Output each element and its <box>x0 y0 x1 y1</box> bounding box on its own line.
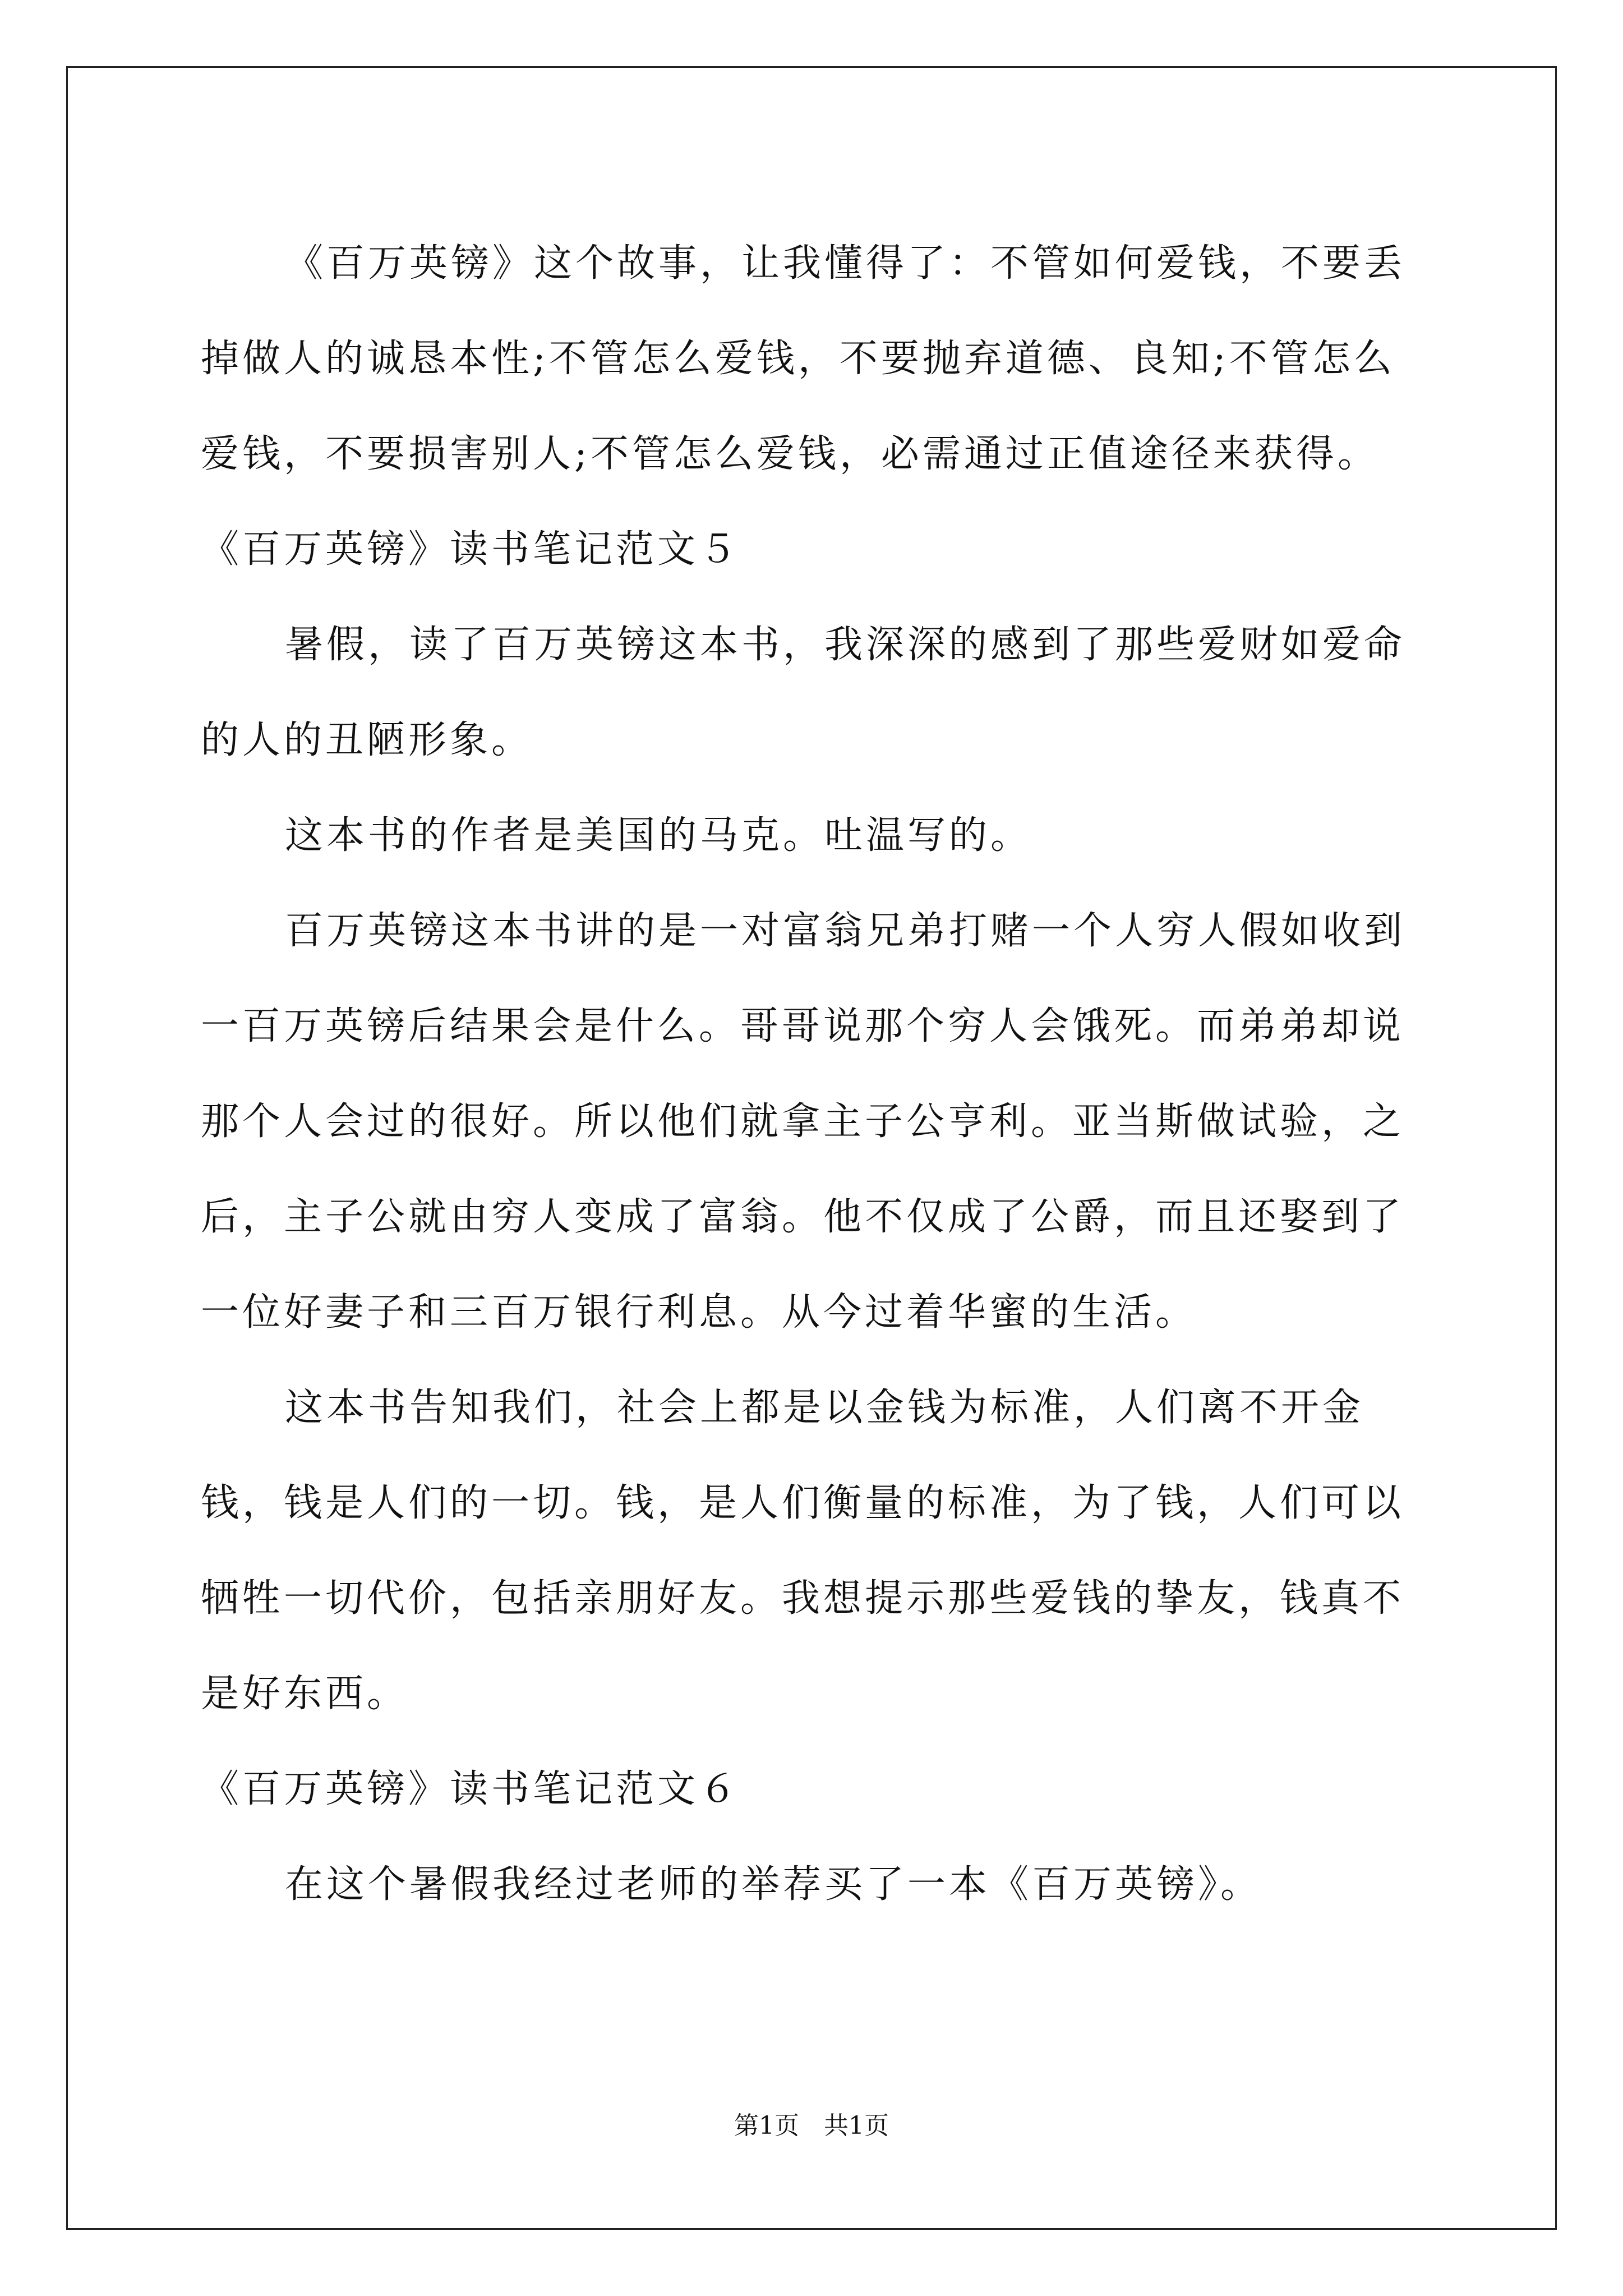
section-heading: 《百万英镑》读书笔记范文５ <box>201 527 741 572</box>
paragraph: 这本书的作者是美国的马克。吐温写的。 <box>285 813 1032 858</box>
paragraph: 这本书告知我们，社会上都是以金钱为标准，人们离不开金钱，钱是人们的一切。钱，是人们衡量的标准，为了钱，人们可以牺牲一切代价，包括亲朋好友。我想提示那些爱钱的挚友，钱真不是好东西。 <box>201 1386 1405 1716</box>
paragraph: 《百万英镑》这个故事，让我懂得了：不管如何爱钱，不要丢掉做人的诚恳本性;不管怎么爱钱，不要抛弃道德、良知;不管怎么爱钱，不要损害别人;不管怎么爱钱，必需通过正值途径来获得。 <box>201 241 1406 476</box>
paragraph: 在这个暑假我经过老师的举荐买了一本《百万英镑》。 <box>285 1862 1262 1907</box>
section-heading: 《百万英镑》读书笔记范文６ <box>201 1767 741 1811</box>
paragraph: 百万英镑这本书讲的是一对富翁兄弟打赌一个人穷人假如收到一百万英镑后结果会是什么。哥哥说那个穷人会饿死。而弟弟却说那个人会过的很好。所以他们就拿主子公亨利。亚当斯做试验，之后，主子公就由穷人变成了富翁。他不仅成了公爵，而且还娶到了一位好妻子和三百万银行利息。从今过着华蜜的生活。 <box>201 909 1406 1335</box>
paragraph: 暑假，读了百万英镑这本书，我深深的感到了那些爱财如爱命的人的丑陋形象。 <box>201 623 1406 762</box>
document-body <box>201 216 1435 1932</box>
page-footer: 第1页 共1页 <box>734 2111 889 2140</box>
